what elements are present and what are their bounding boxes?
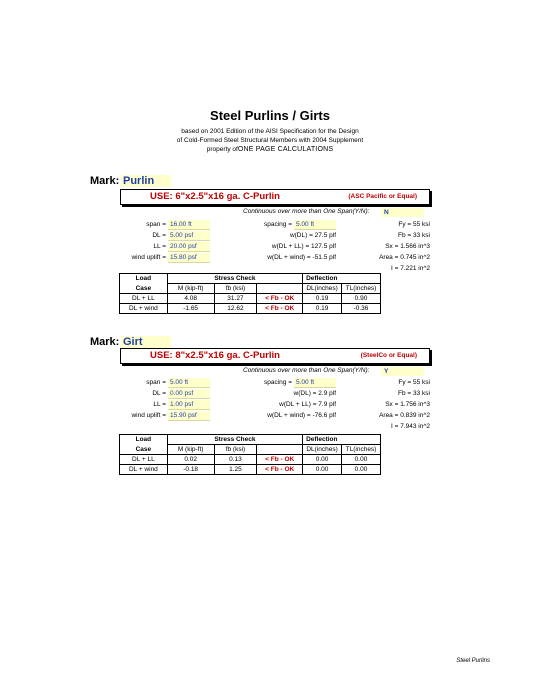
results-table [119,273,381,314]
continuous-input[interactable]: N [381,208,424,217]
moment-of-inertia-value: I = 7.221 in^2 [390,265,430,272]
w-dl-ll-value: w(DL + LL) = 127.5 plf [271,243,336,250]
span-label: span = [146,221,166,228]
wind-input[interactable]: 15.80 psf [168,253,210,263]
mark-label: Mark: [90,175,120,187]
header-deflection: Deflection [303,274,381,284]
w-dl-value: w(DL) = 2.9 plf [293,390,336,397]
tl-deflection-cell: 0.90 [342,294,381,304]
header-tl-deflection: TL(inches) [342,284,381,294]
use-note: (SteelCo or Equal) [360,352,417,359]
continuous-label: Continuous over more than One Span(Y/N): [243,208,370,215]
table-row [120,465,381,475]
case-cell: DL + LL [120,294,168,304]
tl-deflection-cell: 0.00 [342,455,381,465]
dl-label: DL = [152,390,166,397]
check-cell: < Fb - OK [257,455,303,465]
header-check [257,445,303,455]
fb-cell: 31.27 [214,294,257,304]
table-row [120,294,381,304]
header-moment: M (kip-ft) [167,445,214,455]
fy-value: Fy = 55 ksi [398,379,430,386]
spacing-input[interactable]: 5.00 ft [294,378,336,388]
property-of-text: property of [206,146,238,153]
moment-cell: 0.02 [167,455,214,465]
check-cell: < Fb - OK [257,465,303,475]
moment-of-inertia-value: I = 7.943 in^2 [390,423,430,430]
mark-value-input[interactable]: Purlin [121,175,171,187]
mark-label: Mark: [90,336,120,348]
header-fb: fb (ksi) [214,284,257,294]
tl-deflection-cell: 0.00 [342,465,381,475]
table-row [120,304,381,314]
header-moment: M (kip-ft) [167,284,214,294]
dl-deflection-cell: 0.00 [303,465,342,475]
header-fb: fb (ksi) [214,445,257,455]
ll-input[interactable]: 1.00 psf [168,400,210,410]
page-title: Steel Purlins / Girts [210,108,330,123]
subtitle-line-2: of Cold-Formed Steel Structural Members with 2004 Supplement [176,137,364,144]
check-cell: < Fb - OK [257,294,303,304]
dl-input[interactable]: 0.00 psf [168,389,210,399]
results-table [119,434,381,475]
wind-input[interactable]: 15.90 psf [168,411,210,421]
header-load: Load [120,435,168,445]
header-case: Case [120,284,168,294]
wind-label: wind uplift = [131,254,166,261]
span-label: span = [146,379,166,386]
fb-cell: 1.25 [214,465,257,475]
w-dl-wind-value: w(DL + wind) = -51.5 plf [267,254,336,261]
check-cell: < Fb - OK [257,304,303,314]
dl-input[interactable]: 5.00 psf [168,231,210,241]
page-footer: Steel Purlins [456,658,490,664]
header-dl-deflection: DL(inches) [303,284,342,294]
use-banner [120,189,430,205]
fb-cell: 0.13 [214,455,257,465]
spacing-label: spacing = [263,221,292,228]
case-cell: DL + LL [120,455,168,465]
area-value: Area = 0.839 in^2 [379,412,430,419]
dl-deflection-cell: 0.00 [303,455,342,465]
use-banner [120,348,430,364]
header-tl-deflection: TL(inches) [342,445,381,455]
continuous-label: Continuous over more than One Span(Y/N): [243,367,370,374]
header-dl-deflection: DL(inches) [303,445,342,455]
use-text: USE: 8"x2.5"x16 ga. C-Purlin [150,350,280,361]
spacing-label: spacing = [263,379,292,386]
fb-value: Fb = 33 ksi [398,232,430,239]
header-stress-check: Stress Check [167,274,302,284]
use-note: (ASC Pacific or Equal) [348,193,417,200]
continuous-input[interactable]: Y [381,367,424,376]
span-input[interactable]: 5.00 ft [168,378,210,388]
span-input[interactable]: 16.00 ft [168,220,210,230]
header-deflection: Deflection [303,435,381,445]
header-check [257,284,303,294]
area-value: Area = 0.745 in^2 [379,254,430,261]
dl-label: DL = [152,232,166,239]
brand-name: ONE PAGE CALCULATIONS [237,146,334,153]
fb-value: Fb = 33 ksi [398,390,430,397]
table-row [120,455,381,465]
header-stress-check: Stress Check [167,435,302,445]
mark-value-input[interactable]: Girt [121,336,171,348]
dl-deflection-cell: 0.19 [303,304,342,314]
spacing-input[interactable]: 5.00 ft [294,220,336,230]
subtitle-line-1: based on 2001 Edition of the AISI Specification for the Design [181,128,359,135]
w-dl-ll-value: w(DL + LL) = 7.9 plf [279,401,336,408]
sx-value: Sx = 1.756 in^3 [385,401,430,408]
case-cell: DL + wind [120,304,168,314]
fb-cell: 12.62 [214,304,257,314]
ll-input[interactable]: 20.00 psf [168,242,210,252]
ll-label: LL = [153,401,166,408]
wind-label: wind uplift = [131,412,166,419]
sx-value: Sx = 1.566 in^3 [385,243,430,250]
dl-deflection-cell: 0.19 [303,294,342,304]
w-dl-wind-value: w(DL + wind) = -76.6 plf [267,412,336,419]
use-text: USE: 6"x2.5"x16 ga. C-Purlin [150,191,280,202]
moment-cell: 4.08 [167,294,214,304]
moment-cell: -0.18 [167,465,214,475]
tl-deflection-cell: -0.36 [342,304,381,314]
fy-value: Fy = 55 ksi [398,221,430,228]
subtitle-line-3 [0,145,540,154]
w-dl-value: w(DL) = 27.5 plf [289,232,336,239]
moment-cell: -1.65 [167,304,214,314]
case-cell: DL + wind [120,465,168,475]
header-load: Load [120,274,168,284]
ll-label: LL = [153,243,166,250]
header-case: Case [120,445,168,455]
